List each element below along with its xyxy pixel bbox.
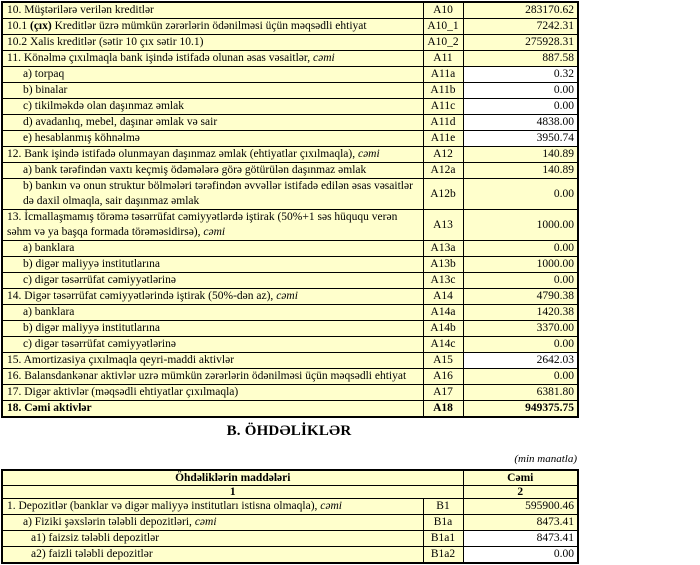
- row-label: [2, 531, 423, 547]
- table-row: [2, 353, 578, 369]
- header-row: [2, 470, 578, 486]
- row-value: 283170.62: [463, 2, 578, 19]
- row-label-segment: b) bankın və onun struktur bölmələri tərəfindən əvvəllər istifadə edilən əsas vəsaitlər də daxil olmaqla, sair daşınmaz əmlak: [23, 180, 413, 207]
- row-value: 0.00: [463, 179, 578, 210]
- row-value: 887.58: [463, 51, 578, 67]
- table-row: [2, 35, 578, 51]
- row-label-segment: a) banklara: [23, 242, 75, 254]
- row-value: 0.00: [463, 83, 578, 99]
- table-row: [2, 67, 578, 83]
- row-label: [2, 19, 423, 35]
- row-label: [2, 289, 423, 305]
- table-row: [2, 547, 578, 564]
- row-label: [2, 179, 423, 210]
- row-code: A11: [423, 51, 463, 67]
- row-code: A12: [423, 147, 463, 163]
- row-code: A10_1: [423, 19, 463, 35]
- row-label-segment: 12. Bank işində istifadə olunmayan daşınmaz əmlak (ehtiyatlar çıxılmaqla),: [7, 148, 358, 160]
- table-row: [2, 289, 578, 305]
- header-items-label: Öhdəliklərin maddələri: [2, 470, 463, 486]
- table-row: [2, 337, 578, 353]
- header-total-label: Cəmi: [463, 470, 578, 486]
- row-label-segment: a) Fiziki şəxslərin tələbli depozitləri,: [23, 516, 195, 528]
- row-label-segment: 13. İcmallaşmamış törəmə təsərrüfat cəmiyyətlərdə iştirak (50%+1 səs hüququ verən səhm və ya başqa formada törəməsidirsə),: [7, 211, 398, 238]
- row-value: 0.00: [463, 547, 578, 564]
- row-label: [2, 35, 423, 51]
- row-label-segment: cəmi: [276, 290, 298, 302]
- row-value: 0.32: [463, 67, 578, 83]
- table-row: [2, 273, 578, 289]
- row-code: A18: [423, 401, 463, 418]
- row-code: A11e: [423, 131, 463, 147]
- row-label-segment: e) hesablanmış köhnəlmə: [23, 132, 140, 144]
- liabilities-table-header: [2, 470, 578, 499]
- row-label: [2, 321, 423, 337]
- row-label: [2, 401, 423, 418]
- row-value: 3950.74: [463, 131, 578, 147]
- table-row: [2, 2, 578, 19]
- header-colnum-2: 2: [463, 486, 578, 499]
- row-label: [2, 547, 423, 564]
- row-label-segment: (çıx): [30, 20, 52, 32]
- row-label-segment: cəmi: [313, 52, 335, 64]
- row-label-segment: 15. Amortizasiya çıxılmaqla qeyri-maddi aktivlər: [7, 354, 235, 366]
- table-row: [2, 385, 578, 401]
- row-code: B1: [423, 499, 463, 515]
- row-label: [2, 337, 423, 353]
- table-row: [2, 51, 578, 67]
- row-value: 3370.00: [463, 321, 578, 337]
- row-value: 8473.41: [463, 531, 578, 547]
- table-row: [2, 305, 578, 321]
- row-label: [2, 2, 423, 19]
- row-label-segment: a1) faizsiz tələbli depozitlər: [31, 532, 160, 544]
- row-code: A11b: [423, 83, 463, 99]
- table-row: [2, 321, 578, 337]
- unit-note: (min manatla): [514, 453, 577, 465]
- row-label: [2, 210, 423, 241]
- row-code: B1a2: [423, 547, 463, 564]
- row-label-segment: a) banklara: [23, 306, 75, 318]
- row-label: [2, 499, 423, 515]
- row-value: 1420.38: [463, 305, 578, 321]
- liabilities-table-body: [2, 499, 578, 564]
- row-value: 4790.38: [463, 289, 578, 305]
- row-label-segment: 18. Cəmi aktivlər: [7, 402, 92, 414]
- row-value: 0.00: [463, 337, 578, 353]
- row-value: 1000.00: [463, 210, 578, 241]
- row-label: [2, 515, 423, 531]
- row-label-segment: cəmi: [203, 226, 226, 238]
- table-row: [2, 147, 578, 163]
- row-code: A13c: [423, 273, 463, 289]
- row-value: 6381.80: [463, 385, 578, 401]
- row-label-segment: a) torpaq: [23, 68, 65, 80]
- row-label: [2, 385, 423, 401]
- row-code: A17: [423, 385, 463, 401]
- row-label: [2, 163, 423, 179]
- row-code: A14: [423, 289, 463, 305]
- row-value: 275928.31: [463, 35, 578, 51]
- liabilities-section-heading: B. ÖHDƏLİKLƏR: [226, 423, 352, 439]
- row-label: [2, 115, 423, 131]
- row-code: A11c: [423, 99, 463, 115]
- row-label-segment: a2) faizli tələbli depozitlər: [31, 548, 153, 560]
- row-label-segment: 1. Depozitlər (banklar və digər maliyyə institutları istisna olmaqla),: [7, 500, 321, 512]
- row-code: A10_2: [423, 35, 463, 51]
- row-value: 0.00: [463, 241, 578, 257]
- row-label-segment: 11. Könəlmə çıxılmaqla bank işində istifadə olunan əsas vəsaitlər,: [7, 52, 314, 64]
- liabilities-table: [1, 469, 579, 564]
- row-value: 4838.00: [463, 115, 578, 131]
- row-value: 595900.46: [463, 499, 578, 515]
- row-label: [2, 147, 423, 163]
- row-label-segment: b) binalar: [23, 84, 68, 96]
- row-value: 2642.03: [463, 353, 578, 369]
- table-row: [2, 241, 578, 257]
- row-label-segment: d) avadanlıq, mebel, daşınar əmlak və sair: [23, 116, 218, 128]
- table-row: [2, 499, 578, 515]
- row-code: A15: [423, 353, 463, 369]
- row-code: A14b: [423, 321, 463, 337]
- header-number-row: [2, 486, 578, 499]
- table-row: [2, 83, 578, 99]
- row-label: [2, 67, 423, 83]
- row-label: [2, 305, 423, 321]
- row-label: [2, 353, 423, 369]
- row-label-segment: 10. Müştərilərə verilən kreditlər: [7, 4, 154, 16]
- row-label: [2, 99, 423, 115]
- row-code: A12a: [423, 163, 463, 179]
- row-label-segment: c) digər təsərrüfat cəmiyyətlərinə: [23, 338, 176, 350]
- row-label-segment: Kreditlər üzrə mümkün zərərlərin ödənilməsi üçün məqsədli ehtiyat: [51, 20, 367, 32]
- table-row: [2, 257, 578, 273]
- row-code: A13a: [423, 241, 463, 257]
- table-row: [2, 401, 578, 418]
- row-code: A13: [423, 210, 463, 241]
- row-label: [2, 83, 423, 99]
- row-label-segment: b) digər maliyyə institutlarına: [23, 258, 161, 270]
- row-code: A11d: [423, 115, 463, 131]
- row-label-segment: 14. Digər təsərrüfat cəmiyyətlərində iştirak (50%-dən az),: [7, 290, 277, 302]
- row-label-segment: cəmi: [194, 516, 217, 528]
- row-code: A13b: [423, 257, 463, 273]
- row-label: [2, 369, 423, 385]
- row-value: 140.89: [463, 147, 578, 163]
- row-label: [2, 273, 423, 289]
- row-label-segment: 16. Balansdankənar aktivlər uzrə mümkün zərərlərin ödənilməsi üçün məqsədli ehtiyat: [7, 370, 407, 382]
- row-code: A12b: [423, 179, 463, 210]
- row-label: [2, 241, 423, 257]
- assets-table-body: [2, 2, 578, 417]
- row-label: [2, 257, 423, 273]
- table-row: [2, 99, 578, 115]
- table-row: [2, 19, 578, 35]
- row-value: 949375.75: [463, 401, 578, 418]
- row-code: A14a: [423, 305, 463, 321]
- row-code: B1a1: [423, 531, 463, 547]
- table-row: [2, 115, 578, 131]
- table-row: [2, 531, 578, 547]
- row-code: B1a: [423, 515, 463, 531]
- header-colnum-1: 1: [2, 486, 463, 499]
- row-label-segment: c) digər təsərrüfat cəmiyyətlərinə: [23, 274, 176, 286]
- table-row: [2, 179, 578, 210]
- table-row: [2, 369, 578, 385]
- table-row: [2, 210, 578, 241]
- table-row: [2, 515, 578, 531]
- row-value: 8473.41: [463, 515, 578, 531]
- row-value: 1000.00: [463, 257, 578, 273]
- row-code: A16: [423, 369, 463, 385]
- row-value: 0.00: [463, 99, 578, 115]
- row-label-segment: 17. Digər aktivlər (məqsədli ehtiyatlar çıxılmaqla): [7, 386, 239, 398]
- row-label: [2, 51, 423, 67]
- row-code: A11a: [423, 67, 463, 83]
- row-label-segment: cəmi: [357, 148, 380, 160]
- row-label-segment: 10.2 Xalis kreditlər (sətir 10 çıx sətir 10.1): [7, 36, 204, 48]
- row-label-segment: cəmi: [320, 500, 343, 512]
- row-label-segment: b) digər maliyyə institutlarına: [23, 322, 161, 334]
- row-code: A10: [423, 2, 463, 19]
- table-row: [2, 163, 578, 179]
- table-row: [2, 131, 578, 147]
- row-value: 140.89: [463, 163, 578, 179]
- row-code: A14c: [423, 337, 463, 353]
- assets-table: [1, 1, 579, 418]
- row-label-segment: a) bank tərəfindən vaxtı keçmiş ödəmələrə görə götürülən daşınmaz əmlak: [23, 164, 367, 176]
- row-value: 0.00: [463, 369, 578, 385]
- row-label-segment: c) tikilməkdə olan daşınmaz əmlak: [23, 100, 184, 112]
- row-label: [2, 131, 423, 147]
- row-value: 7242.31: [463, 19, 578, 35]
- row-value: 0.00: [463, 273, 578, 289]
- row-label-segment: 10.1: [7, 20, 30, 32]
